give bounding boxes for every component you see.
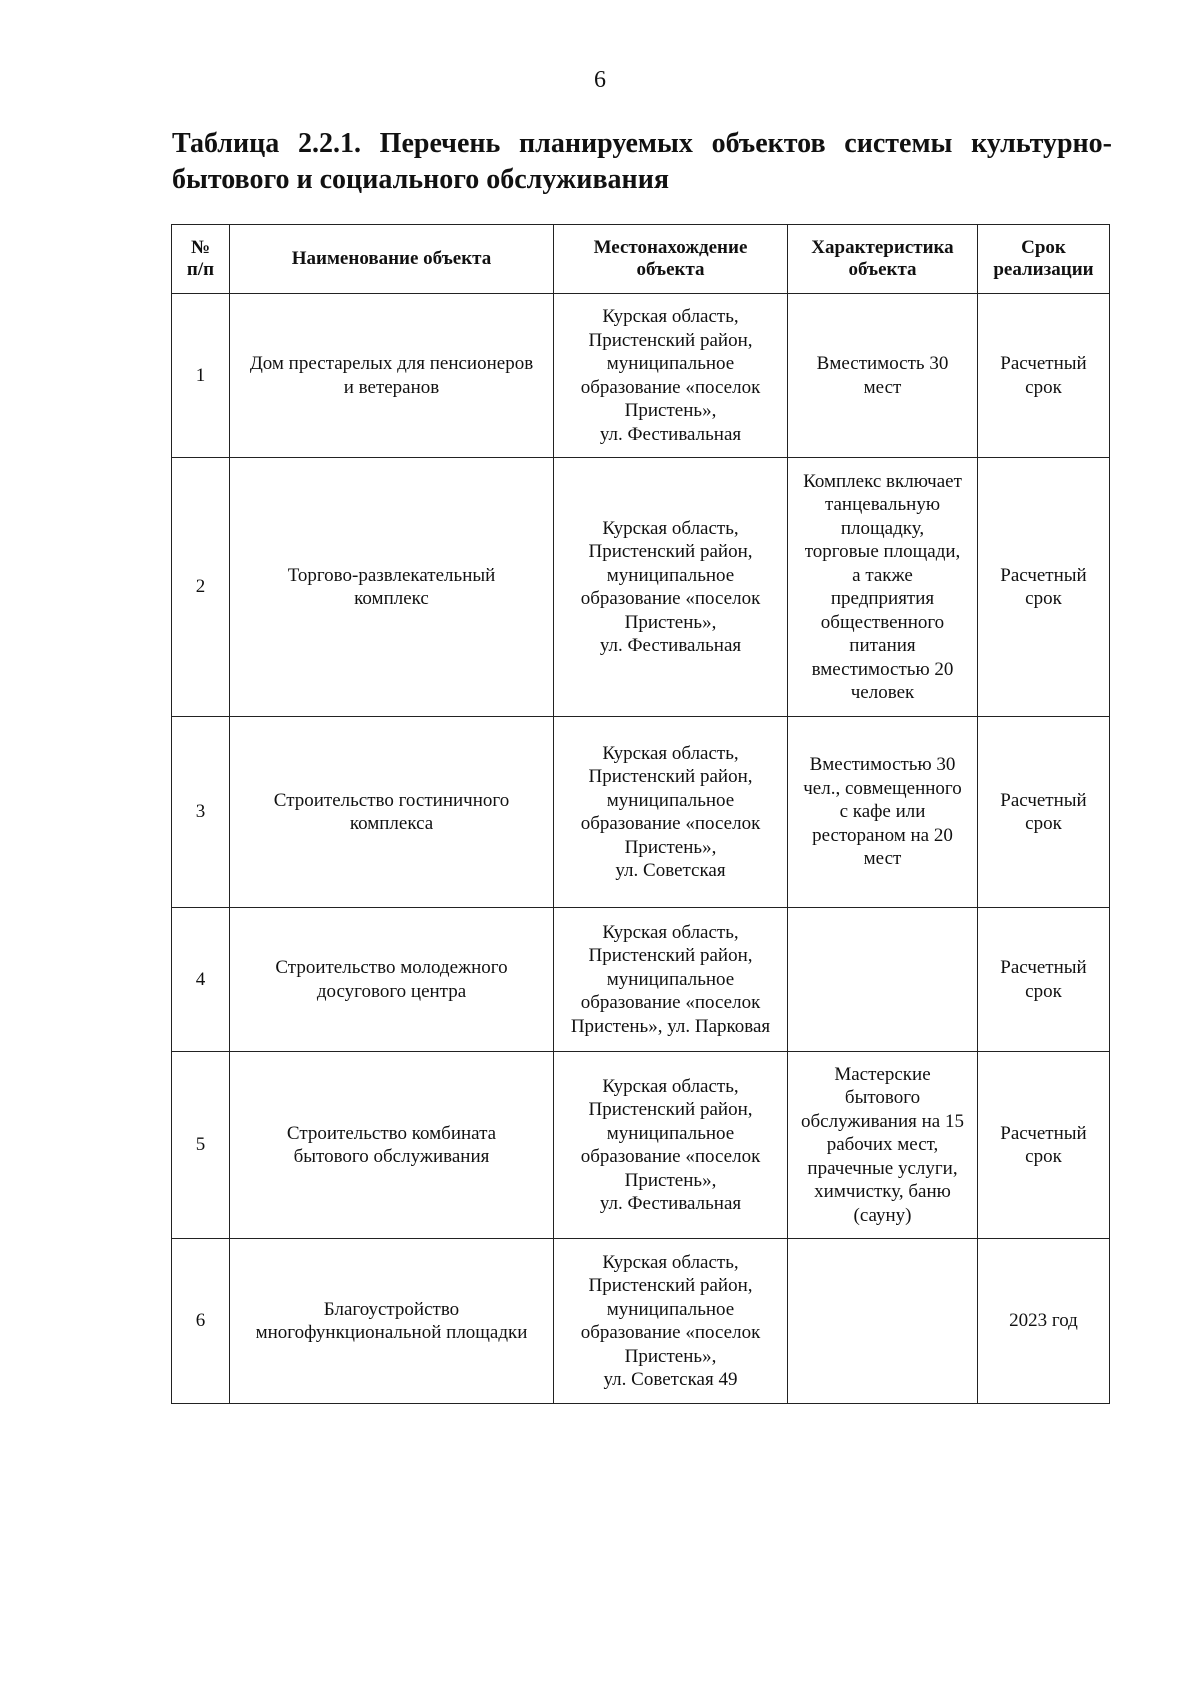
cell-characteristic: [788, 1239, 978, 1404]
cell-term: Расчетный срок: [978, 717, 1110, 908]
cell-characteristic: Мастерские бытового обслуживания на 15 рабочих мест, прачечные услуги, химчистку, баню (сауну): [788, 1052, 978, 1239]
cell-term: Расчетный срок: [978, 908, 1110, 1052]
header-location: Местонахождение объекта: [554, 225, 788, 294]
cell-num: 4: [172, 908, 230, 1052]
cell-characteristic: Вместимость 30 мест: [788, 294, 978, 458]
header-name: Наименование объекта: [230, 225, 554, 294]
cell-name: Благоустройство многофункциональной площадки: [230, 1239, 554, 1404]
table-row: [172, 1052, 1110, 1239]
table-row: [172, 294, 1110, 458]
cell-name: Строительство молодежного досугового центра: [230, 908, 554, 1052]
page-number: 6: [594, 67, 606, 93]
table-row: [172, 717, 1110, 908]
cell-term: Расчетный срок: [978, 458, 1110, 717]
table-header: [172, 225, 1110, 294]
cell-num: 6: [172, 1239, 230, 1404]
cell-term: Расчетный срок: [978, 294, 1110, 458]
cell-num: 5: [172, 1052, 230, 1239]
cell-name: Строительство комбината бытового обслуживания: [230, 1052, 554, 1239]
header-num: № п/п: [172, 225, 230, 294]
planned-objects-table: [171, 224, 1110, 1404]
table-row: [172, 458, 1110, 717]
table-row: [172, 908, 1110, 1052]
cell-characteristic: Комплекс включает танцевальную площадку, торговые площади, а также предприятия общественного питания вместимостью 20 человек: [788, 458, 978, 717]
table-header-row: [172, 225, 1110, 294]
cell-location: Курская область, Пристенский район, муниципальное образование «поселок Пристень», ул. Фестивальная: [554, 458, 788, 717]
cell-location: Курская область, Пристенский район, муниципальное образование «поселок Пристень», ул. Парковая: [554, 908, 788, 1052]
cell-location: Курская область, Пристенский район, муниципальное образование «поселок Пристень», ул. Фестивальная: [554, 1052, 788, 1239]
cell-characteristic: [788, 908, 978, 1052]
cell-location: Курская область, Пристенский район, муниципальное образование «поселок Пристень», ул. Советская 49: [554, 1239, 788, 1404]
cell-location: Курская область, Пристенский район, муниципальное образование «поселок Пристень», ул. Советская: [554, 717, 788, 908]
cell-num: 2: [172, 458, 230, 717]
cell-name: Дом престарелых для пенсионеров и ветеранов: [230, 294, 554, 458]
cell-location: Курская область, Пристенский район, муниципальное образование «поселок Пристень», ул. Фестивальная: [554, 294, 788, 458]
cell-term: Расчетный срок: [978, 1052, 1110, 1239]
cell-name: Строительство гостиничного комплекса: [230, 717, 554, 908]
header-characteristic: Характеристика объекта: [788, 225, 978, 294]
cell-name: Торгово-развлекательный комплекс: [230, 458, 554, 717]
table-body: [172, 294, 1110, 1404]
cell-term: 2023 год: [978, 1239, 1110, 1404]
document-title: Таблица 2.2.1. Перечень планируемых объектов системы культурно-бытового и социального обслуживания: [172, 128, 1112, 195]
cell-num: 1: [172, 294, 230, 458]
cell-characteristic: Вместимостью 30 чел., совмещенного с кафе или рестораном на 20 мест: [788, 717, 978, 908]
header-term: Срок реализации: [978, 225, 1110, 294]
cell-num: 3: [172, 717, 230, 908]
table-row: [172, 1239, 1110, 1404]
